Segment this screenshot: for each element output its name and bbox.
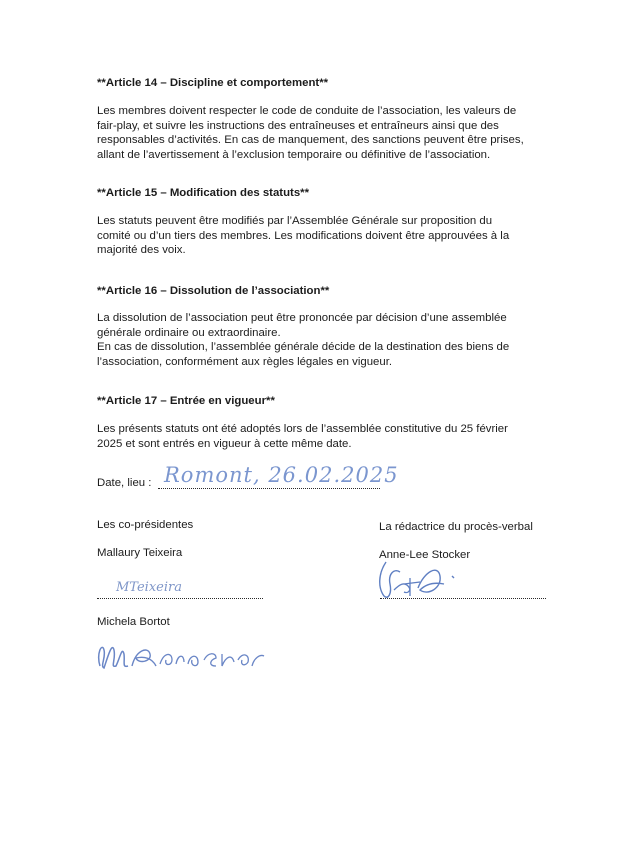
article-14-line: fair-play, et suivre les instructions des entraîneuses et entraîneurs ainsi que des xyxy=(97,119,499,132)
article-14-body xyxy=(97,104,557,162)
article-14-line: allant de l’avertissement à l’exclusion temporaire ou définitive de l’association. xyxy=(97,148,491,161)
article-15-line: majorité des voix. xyxy=(97,244,186,257)
article-15-title: **Article 15 – Modification des statuts** xyxy=(97,187,310,199)
date-place-line xyxy=(158,488,380,489)
article-16-line: La dissolution de l’association peut être prononcée par décision d’une assemblée xyxy=(97,312,507,324)
minutes-writer-heading: La rédactrice du procès-verbal xyxy=(379,521,533,533)
signature-bortot xyxy=(92,636,272,670)
article-14-line: responsables d’activités. En cas de manquement, des sanctions peuvent être prises, xyxy=(97,134,524,147)
article-14-line: Les membres doivent respecter le code de conduite de l’association, les valeurs de xyxy=(97,105,517,117)
article-14-title: **Article 14 – Discipline et comportement** xyxy=(97,77,329,89)
article-16-line: générale ordinaire ou extraordinaire. xyxy=(97,326,281,339)
article-17-body xyxy=(97,422,557,451)
article-17-line: 2025 et sont entrés en vigueur à cette même date. xyxy=(97,437,352,450)
date-place-handwritten: Romont, 26.02.2025 xyxy=(164,463,399,487)
article-15-line: Les statuts peuvent être modifiés par l’Assemblée Générale sur proposition du xyxy=(97,215,493,227)
signer-name-bortot: Michela Bortot xyxy=(97,616,170,628)
article-17-title: **Article 17 – Entrée en vigueur** xyxy=(97,395,275,407)
date-place-label: Date, lieu : xyxy=(97,477,152,489)
article-16-body xyxy=(97,311,557,369)
signature-line-teixeira xyxy=(97,598,263,599)
article-16-line: l’association, conformément aux règles légales en vigueur. xyxy=(97,355,393,368)
signer-name-stocker: Anne-Lee Stocker xyxy=(379,549,471,561)
signer-name-teixeira: Mallaury Teixeira xyxy=(97,547,183,559)
co-presidents-heading: Les co-présidentes xyxy=(97,519,194,531)
signature-stocker xyxy=(374,554,454,600)
article-17-line: Les présents statuts ont été adoptés lors de l’assemblée constitutive du 25 février xyxy=(97,423,508,435)
article-16-title: **Article 16 – Dissolution de l’association** xyxy=(97,285,330,297)
signature-line-stocker xyxy=(380,598,546,599)
article-15-body xyxy=(97,214,557,258)
article-16-line: En cas de dissolution, l’assemblée générale décide de la destination des biens de xyxy=(97,341,510,354)
signature-teixeira: MTeixeira xyxy=(116,580,182,595)
article-15-line: comité ou d’un tiers des membres. Les modifications doivent être approuvées à la xyxy=(97,229,510,242)
